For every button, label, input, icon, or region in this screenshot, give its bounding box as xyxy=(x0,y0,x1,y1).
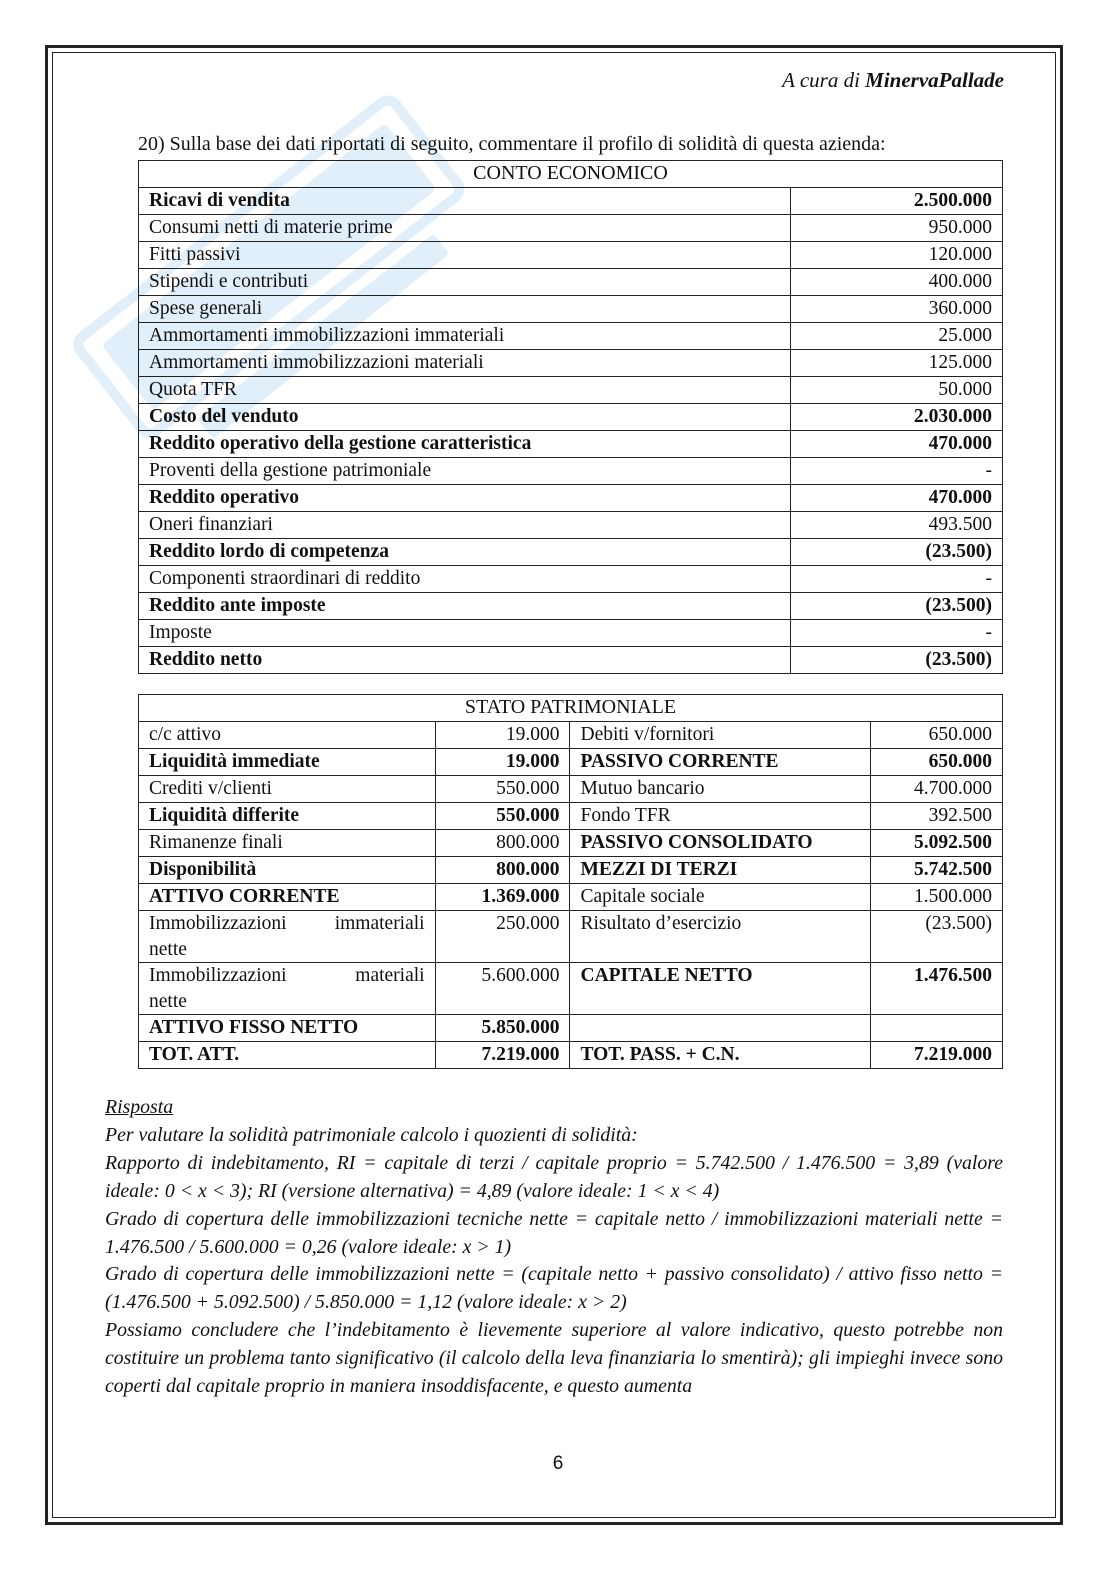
sp-asset-label xyxy=(139,963,436,1015)
sp-liability-value: (23.500) xyxy=(871,911,1003,963)
ce-value: - xyxy=(791,458,1003,485)
question-text: 20) Sulla base dei dati riportati di seguito, commentare il profilo di solidità di questa azienda: xyxy=(138,133,886,155)
answer-paragraph: Grado di copertura delle immobilizzazioni nette = (capitale netto + passivo consolidato) / attivo fisso netto = (1.476.500 + 5.092.500) / 5.850.000 = 1,12 (valore ideale: x > 2) xyxy=(105,1263,1003,1314)
sp-liability-value: 1.500.000 xyxy=(871,884,1003,911)
sp-row xyxy=(139,776,1003,803)
sp-asset-label: Disponibilità xyxy=(139,857,436,884)
sp-asset-value: 550.000 xyxy=(435,803,570,830)
sp-asset-value: 800.000 xyxy=(435,830,570,857)
sp-row xyxy=(139,722,1003,749)
ce-label: Reddito operativo xyxy=(139,485,791,512)
ce-value: (23.500) xyxy=(791,539,1003,566)
ce-row xyxy=(139,512,1003,539)
ce-value: (23.500) xyxy=(791,647,1003,674)
ce-row xyxy=(139,350,1003,377)
sp-row xyxy=(139,830,1003,857)
sp-row xyxy=(139,857,1003,884)
ce-label: Fitti passivi xyxy=(139,242,791,269)
sp-liability-label: PASSIVO CORRENTE xyxy=(570,749,871,776)
sp-row xyxy=(139,963,1003,1015)
ce-label: Componenti straordinari di reddito xyxy=(139,566,791,593)
answer-paragraph: Rapporto di indebitamento, RI = capitale di terzi / capitale proprio = 5.742.500 / 1.476.500 = 3,89 (valore ideale: 0 < x < 3); RI (versione alternativa) = 4,89 (valore ideale: 1 < x < 4) xyxy=(105,1151,1003,1202)
ce-row xyxy=(139,458,1003,485)
ce-value: 120.000 xyxy=(791,242,1003,269)
sp-asset-label: Liquidità immediate xyxy=(139,749,436,776)
sp-asset-label: ATTIVO FISSO NETTO xyxy=(139,1015,436,1042)
answer-paragraph: Possiamo concludere che l’indebitamento è lievemente superiore al valore indicativo, questo potrebbe non costituire un problema tanto significativo (il calcolo della leva finanziaria lo smentirà); gli impieghi invece sono coperti dal capitale proprio in maniera insoddisfacente, e questo aumenta xyxy=(105,1319,1003,1398)
page-number: 6 xyxy=(552,1453,564,1474)
ce-value: 400.000 xyxy=(791,269,1003,296)
answer-paragraph: Per valutare la solidità patrimoniale calcolo i quozienti di solidità: xyxy=(105,1123,638,1146)
ce-label: Costo del venduto xyxy=(139,404,791,431)
ce-row xyxy=(139,620,1003,647)
ce-label: Reddito ante imposte xyxy=(139,593,791,620)
sp-asset-label-line: Immobilizzazioni materiali xyxy=(149,965,425,986)
sp-asset-label: Crediti v/clienti xyxy=(139,776,436,803)
ce-value: 50.000 xyxy=(791,377,1003,404)
answer-section xyxy=(105,1094,1003,1401)
sp-asset-label: Liquidità differite xyxy=(139,803,436,830)
sp-asset-label-line: nette xyxy=(149,938,187,960)
sp-asset-value: 19.000 xyxy=(435,749,570,776)
sp-asset-value: 550.000 xyxy=(435,776,570,803)
ce-value: 2.030.000 xyxy=(791,404,1003,431)
ce-value: 470.000 xyxy=(791,485,1003,512)
ce-value: - xyxy=(791,620,1003,647)
ce-value: - xyxy=(791,566,1003,593)
sp-liability-label: Mutuo bancario xyxy=(570,776,871,803)
sp-liability-value: 7.219.000 xyxy=(871,1042,1003,1069)
ce-value: 493.500 xyxy=(791,512,1003,539)
sp-asset-label: TOT. ATT. xyxy=(139,1042,436,1069)
ce-label: Reddito operativo della gestione caratteristica xyxy=(139,431,791,458)
ce-row xyxy=(139,647,1003,674)
sp-asset-value: 5.850.000 xyxy=(435,1015,570,1042)
ce-row xyxy=(139,377,1003,404)
sp-asset-value: 5.600.000 xyxy=(435,963,570,1015)
sp-liability-label: PASSIVO CONSOLIDATO xyxy=(570,830,871,857)
sp-liability-value: 650.000 xyxy=(871,722,1003,749)
sp-liability-value: 1.476.500 xyxy=(871,963,1003,1015)
ce-label: Ricavi di vendita xyxy=(139,188,791,215)
ce-label: Reddito netto xyxy=(139,647,791,674)
ce-value: 360.000 xyxy=(791,296,1003,323)
sp-liability-value: 5.092.500 xyxy=(871,830,1003,857)
ce-row xyxy=(139,539,1003,566)
ce-row xyxy=(139,269,1003,296)
ce-label: Quota TFR xyxy=(139,377,791,404)
sp-asset-value: 7.219.000 xyxy=(435,1042,570,1069)
ce-label: Reddito lordo di competenza xyxy=(139,539,791,566)
ce-value: 25.000 xyxy=(791,323,1003,350)
header-prefix: A cura di xyxy=(782,68,866,92)
sp-row xyxy=(139,1042,1003,1069)
answer-paragraph: Grado di copertura delle immobilizzazioni tecniche nette = capitale netto / immobilizzazioni materiali nette = 1.476.500 / 5.600.000 = 0,26 (valore ideale: x > 1) xyxy=(105,1207,1003,1258)
sp-liability-label: MEZZI DI TERZI xyxy=(570,857,871,884)
document-header xyxy=(782,68,1004,93)
conto-economico-table xyxy=(138,160,1003,674)
conto-economico-title: CONTO ECONOMICO xyxy=(139,161,1003,188)
ce-row xyxy=(139,593,1003,620)
ce-row xyxy=(139,188,1003,215)
sp-asset-label: c/c attivo xyxy=(139,722,436,749)
ce-value: 125.000 xyxy=(791,350,1003,377)
ce-value: 2.500.000 xyxy=(791,188,1003,215)
sp-liability-label: Capitale sociale xyxy=(570,884,871,911)
sp-asset-label-line: Immobilizzazioni immateriali xyxy=(149,913,425,934)
ce-row xyxy=(139,404,1003,431)
sp-asset-value: 19.000 xyxy=(435,722,570,749)
sp-row xyxy=(139,884,1003,911)
ce-value: 470.000 xyxy=(791,431,1003,458)
sp-liability-label: Debiti v/fornitori xyxy=(570,722,871,749)
ce-row xyxy=(139,215,1003,242)
ce-label: Ammortamenti immobilizzazioni immateriali xyxy=(139,323,791,350)
sp-asset-label-line: nette xyxy=(149,990,187,1012)
ce-label: Spese generali xyxy=(139,296,791,323)
sp-liability-value: 650.000 xyxy=(871,749,1003,776)
sp-asset-value: 800.000 xyxy=(435,857,570,884)
sp-row xyxy=(139,749,1003,776)
ce-row xyxy=(139,242,1003,269)
sp-liability-label: Risultato d’esercizio xyxy=(570,911,871,963)
stato-patrimoniale-title: STATO PATRIMONIALE xyxy=(139,695,1003,722)
ce-row xyxy=(139,566,1003,593)
ce-row xyxy=(139,431,1003,458)
ce-row xyxy=(139,485,1003,512)
sp-liability-label: Fondo TFR xyxy=(570,803,871,830)
ce-label: Oneri finanziari xyxy=(139,512,791,539)
sp-liability-label: CAPITALE NETTO xyxy=(570,963,871,1015)
sp-asset-value: 1.369.000 xyxy=(435,884,570,911)
ce-label: Stipendi e contributi xyxy=(139,269,791,296)
header-author: MinervaPallade xyxy=(865,68,1004,92)
sp-liability-value: 4.700.000 xyxy=(871,776,1003,803)
sp-row xyxy=(139,1015,1003,1042)
sp-asset-label: Rimanenze finali xyxy=(139,830,436,857)
ce-row xyxy=(139,296,1003,323)
ce-row xyxy=(139,323,1003,350)
sp-liability-label: TOT. PASS. + C.N. xyxy=(570,1042,871,1069)
stato-patrimoniale-table xyxy=(138,694,1003,1069)
sp-row xyxy=(139,911,1003,963)
ce-value: 950.000 xyxy=(791,215,1003,242)
sp-asset-label xyxy=(139,911,436,963)
answer-heading: Risposta xyxy=(105,1096,174,1118)
sp-liability-value xyxy=(871,1015,1003,1042)
sp-row xyxy=(139,803,1003,830)
sp-liability-value: 392.500 xyxy=(871,803,1003,830)
sp-liability-label xyxy=(570,1015,871,1042)
ce-label: Ammortamenti immobilizzazioni materiali xyxy=(139,350,791,377)
sp-asset-value: 250.000 xyxy=(435,911,570,963)
ce-label: Proventi della gestione patrimoniale xyxy=(139,458,791,485)
sp-liability-value: 5.742.500 xyxy=(871,857,1003,884)
ce-label: Imposte xyxy=(139,620,791,647)
ce-label: Consumi netti di materie prime xyxy=(139,215,791,242)
ce-value: (23.500) xyxy=(791,593,1003,620)
sp-asset-label: ATTIVO CORRENTE xyxy=(139,884,436,911)
